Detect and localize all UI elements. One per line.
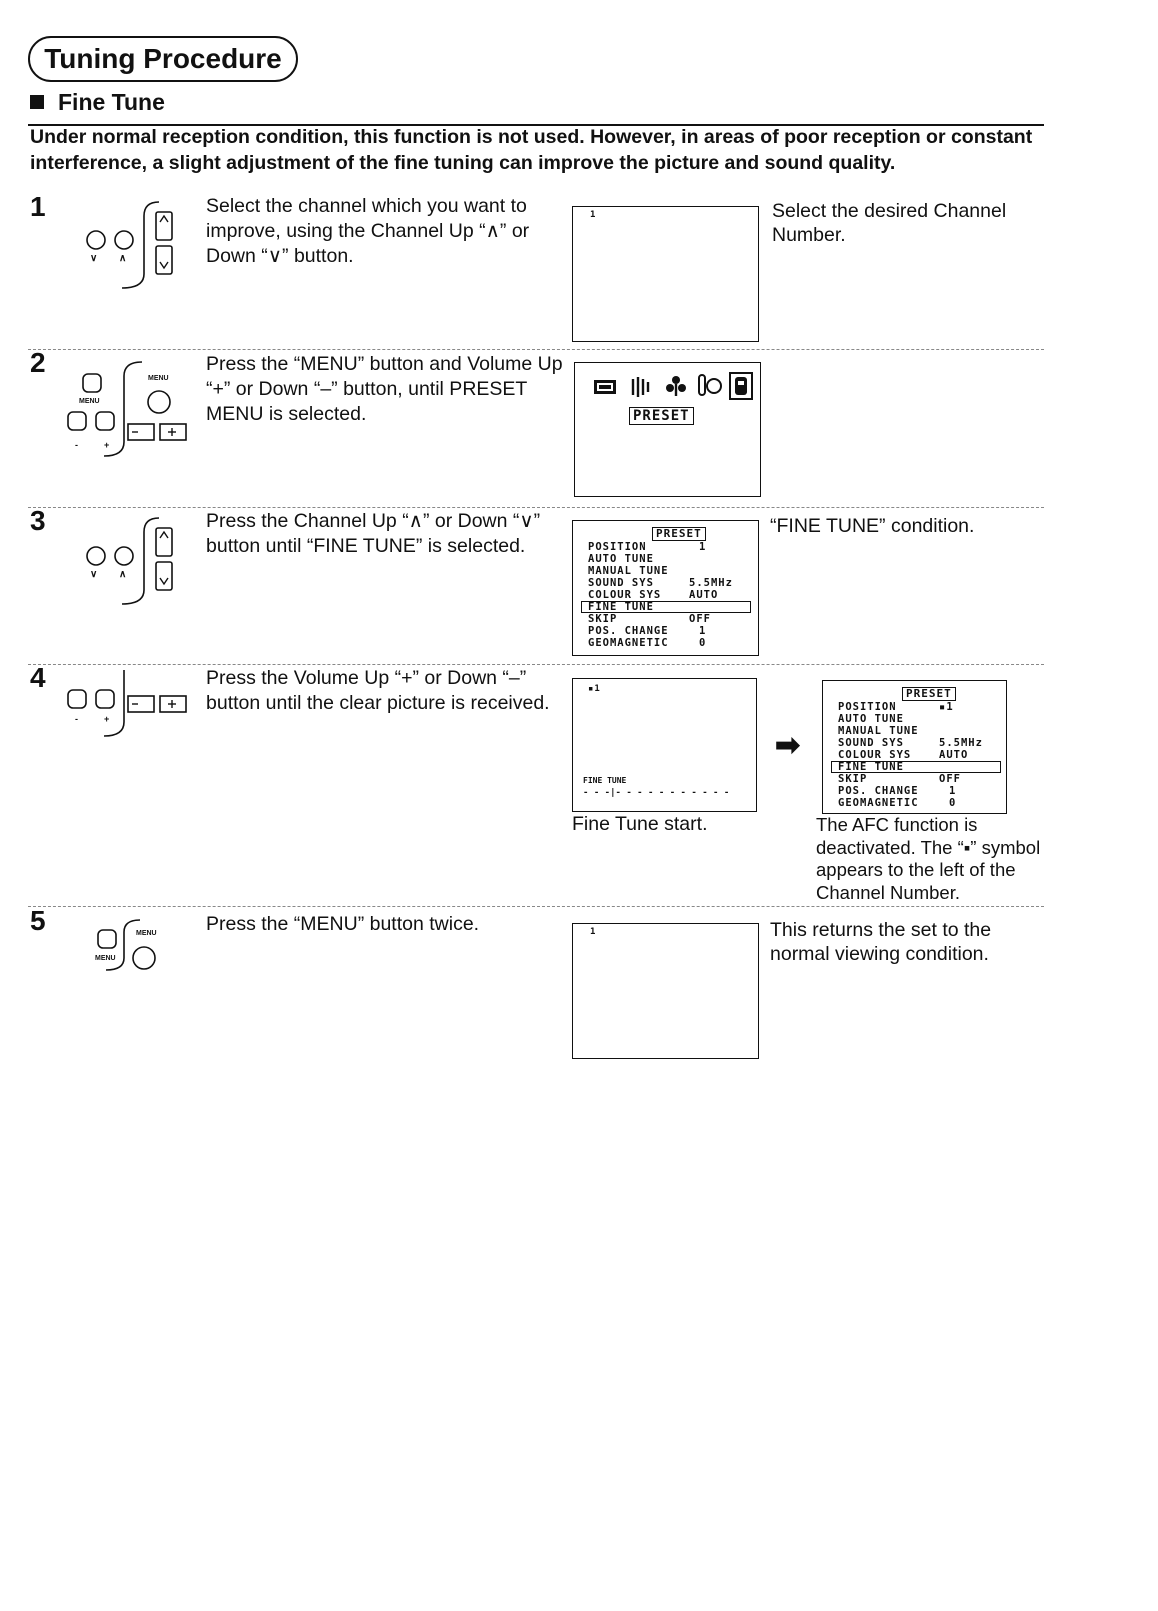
step-divider	[28, 906, 1044, 907]
step-3-note: “FINE TUNE” condition.	[770, 515, 975, 537]
menu-row: AUTO TUNE	[838, 713, 904, 725]
preset-label: PRESET	[629, 407, 694, 425]
remote-menu-volume-buttons-icon	[64, 358, 194, 462]
menu-row: POSITION ▪1	[838, 701, 954, 713]
picture-menu-icon	[593, 377, 617, 397]
menu-row: SKIP OFF	[588, 613, 711, 625]
bullet-square-icon	[30, 95, 44, 109]
menu-row: MANUAL TUNE	[838, 725, 919, 737]
step-4-caption-left: Fine Tune start.	[572, 813, 708, 835]
vol-minus-label: -	[75, 714, 78, 724]
step-4-tv-screen	[572, 678, 757, 812]
remote-channel-buttons-icon	[84, 516, 184, 608]
channel-number: 1	[590, 210, 597, 220]
vol-plus-label: +	[104, 440, 110, 450]
page-title: Tuning Procedure	[28, 36, 298, 82]
step-5-note: This returns the set to the normal viewing condition.	[770, 919, 992, 965]
menu-label-top: MENU	[136, 930, 157, 937]
menu-row-highlighted: FINE TUNE	[831, 761, 1001, 773]
section-title-text: Fine Tune	[58, 89, 165, 115]
menu-row: COLOUR SYS AUTO	[588, 589, 719, 601]
menu-row: GEOMAGNETIC 0	[588, 637, 707, 649]
menu-label: MENU	[79, 398, 100, 405]
menu-row: POS. CHANGE 1	[838, 785, 957, 797]
step-divider	[28, 664, 1044, 665]
step-2-instruction: Press the “MENU” button and Volume Up “+” or Down “–” button, until PRESET MENU is selected.	[206, 353, 563, 425]
vol-minus-label: -	[75, 440, 78, 450]
menu-row: AUTO TUNE	[588, 553, 654, 565]
remote-volume-buttons-icon	[64, 668, 194, 740]
preset-menu-list	[581, 541, 751, 649]
channel-down-label: ∨	[90, 253, 98, 264]
channel-number: ▪1	[588, 684, 601, 694]
channel-down-label: ∨	[90, 569, 98, 580]
fine-tune-label: FINE TUNE	[583, 776, 627, 785]
menu-row: COLOUR SYS AUTO	[838, 749, 969, 761]
menu-row: POSITION 1	[588, 541, 707, 553]
step-4-preset-menu-screen	[822, 680, 1007, 814]
step-3-instruction: Press the Channel Up “∧” or Down “∨” button until “FINE TUNE” is selected.	[206, 510, 541, 557]
step-3-preset-menu-screen	[572, 520, 759, 656]
section-title	[30, 88, 165, 116]
channel-number: 1	[590, 927, 597, 937]
preset-menu-header: PRESET	[902, 687, 956, 701]
step-1-instruction: Select the channel which you want to improve, using the Channel Up “∧” or Down “∨” button.	[206, 195, 530, 267]
preset-menu-icon	[728, 371, 754, 401]
preset-menu-header: PRESET	[652, 527, 706, 541]
menu-label-top: MENU	[148, 375, 169, 382]
menu-row: MANUAL TUNE	[588, 565, 669, 577]
menu-row: SOUND SYS 5.5MHz	[838, 737, 983, 749]
channel-up-label: ∧	[119, 569, 127, 580]
step-2-tv-screen	[574, 362, 761, 497]
menu-row-highlighted: FINE TUNE	[581, 601, 751, 613]
step-4-number: 4	[30, 662, 46, 693]
timer-menu-icon	[697, 373, 723, 399]
remote-channel-buttons-icon	[84, 200, 184, 292]
preset-menu-list	[831, 701, 1001, 809]
menu-row: SOUND SYS 5.5MHz	[588, 577, 733, 589]
step-1-number: 1	[30, 191, 46, 222]
right-arrow-icon: ➡	[775, 729, 801, 762]
step-4-caption-right: The AFC function is deactivated. The “▪” symbol appears to the left of the Channel Number.	[816, 814, 1041, 903]
sound-menu-icon	[629, 375, 651, 399]
step-divider	[28, 349, 1044, 350]
step-1-tv-screen	[572, 206, 759, 342]
step-5-number: 5	[30, 905, 46, 936]
step-1-note: Select the desired Channel Number.	[772, 200, 1007, 246]
menu-row: POS. CHANGE 1	[588, 625, 707, 637]
menu-row: SKIP OFF	[838, 773, 961, 785]
remote-menu-button-icon	[94, 918, 164, 974]
intro-text: Under normal reception condition, this function is not used. However, in areas of poor reception or constant interference, a slight adjustment of the fine tuning can improve the picture and sound quality.	[30, 126, 1033, 174]
step-2-number: 2	[30, 347, 46, 378]
menu-label: MENU	[95, 955, 116, 962]
channel-up-label: ∧	[119, 253, 127, 264]
step-5-instruction: Press the “MENU” button twice.	[206, 913, 480, 935]
menu-row: GEOMAGNETIC 0	[838, 797, 957, 809]
step-4-instruction: Press the Volume Up “+” or Down “–” button until the clear picture is received.	[206, 667, 550, 714]
vol-plus-label: +	[104, 714, 110, 724]
step-divider	[28, 507, 1044, 508]
setup-menu-icon	[665, 374, 687, 398]
step-5-tv-screen	[572, 923, 759, 1059]
step-3-number: 3	[30, 505, 46, 536]
fine-tune-bar: - - -|- - - - - - - - - - -	[583, 788, 730, 798]
